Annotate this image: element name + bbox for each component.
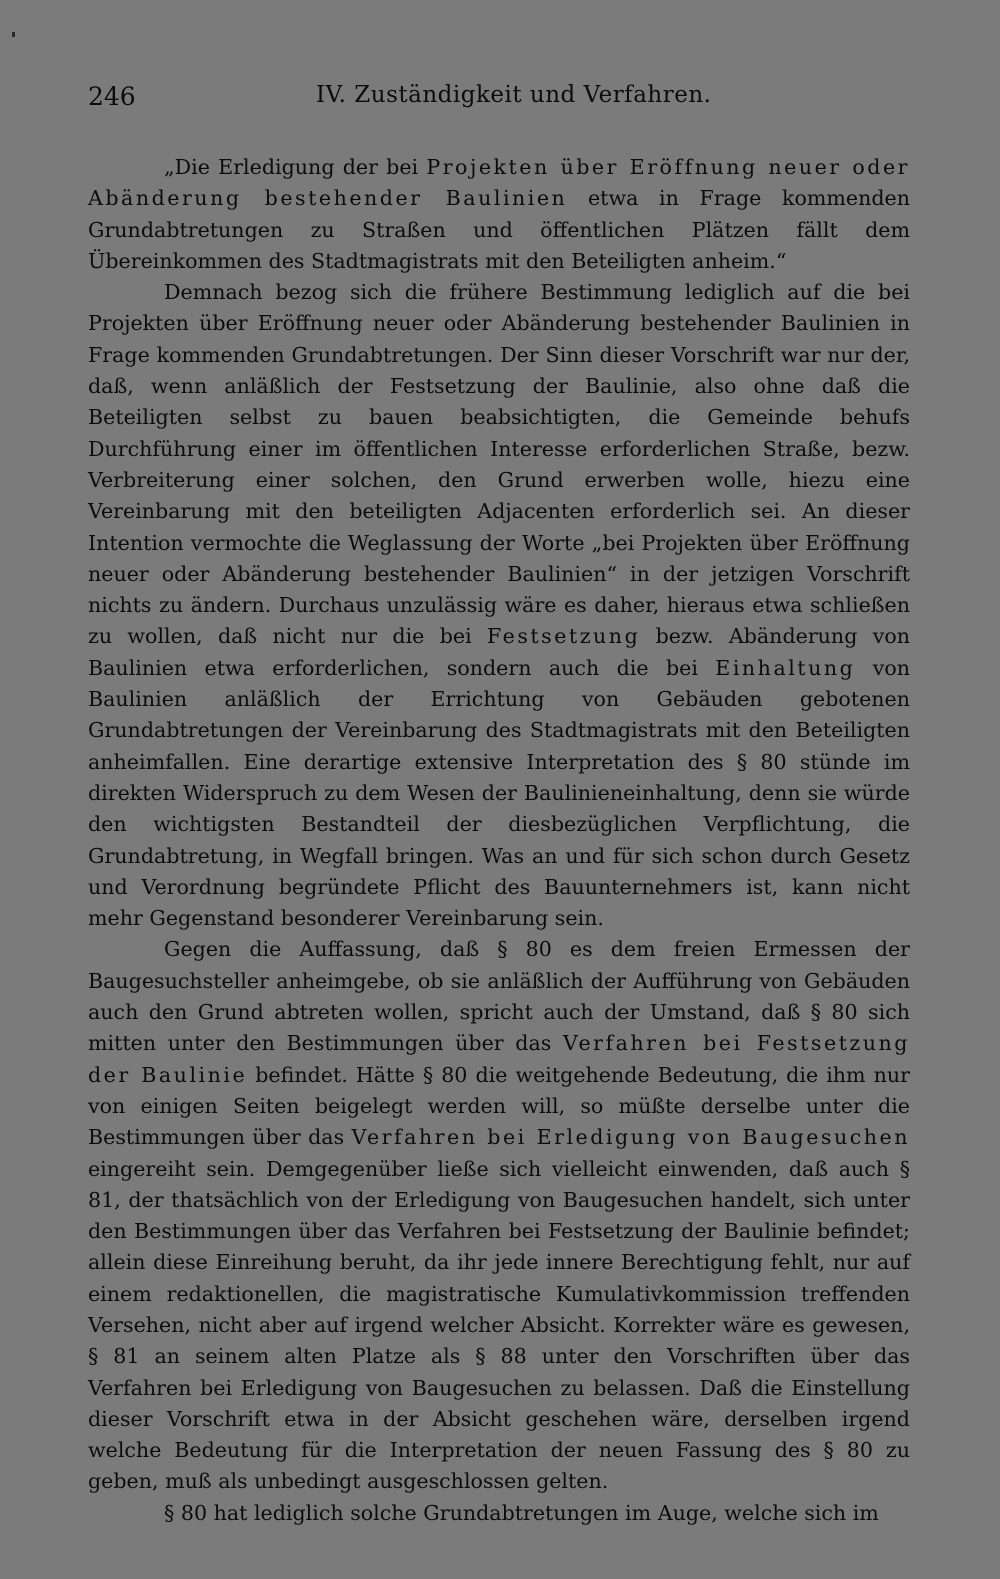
spaced-emphasis: Verfahren bei Erledigung von Baugesuchen [351, 1125, 910, 1150]
text-run: von Baulinien anläßlich der Errichtung von Gebäuden gebotenen Grundabtretungen der Vereinbarung des Stadtmagistrats mit den Beteiligten anheimfallen. Eine derartige extensive Interpretation des § 80 stünde im direkten Widerspruch zu dem Wesen der Baulinieneinhaltung, denn sie würde den wichtigsten Bestandteil der diesbezüglichen Verpflichtung, die Grundabtretung, in Wegfall bringen. Was an und für sich schon durch Gesetz und Verordnung begründete Pflicht des Bauunternehmers ist, kann nicht mehr Gegenstand besonderer Vereinbarung sein. [88, 655, 910, 931]
page-header [88, 82, 908, 122]
paragraph [88, 1498, 910, 1529]
running-head: IV. Zuständigkeit und Verfahren. [316, 82, 712, 108]
spaced-emphasis: Festsetzung [486, 624, 641, 649]
text-run: Demnach bezog sich die frühere Bestimmung lediglich auf die bei Projekten über Eröffnung neuer oder Abänderung bestehender Baulinien in Frage kommenden Grundabtretungen. Der Sinn dieser Vorschrift war nur der, daß, wenn anläßlich der Festsetzung der Baulinie, also ohne daß die Beteiligten selbst zu bauen beabsichtigten, die Gemeinde behufs Durchführung einer im öffentlichen Interesse erforderlichen Straße, bezw. Verbreiterung einer solchen, den Grund erwerben wolle, hiezu eine Vereinbarung mit den beteiligten Adjacenten erforderlich sei. An dieser Intention vermochte die Weglassung der Worte „bei Projekten über Eröffnung neuer oder Abänderung bestehender Baulinien“ in der jetzigen Vorschrift nichts zu ändern. Durchaus unzulässig wäre es daher, hieraus etwa schließen zu wollen, daß nicht nur die bei [88, 280, 910, 649]
spaced-emphasis: Einhaltung [715, 655, 856, 680]
text-run: Gegen die Auffassung, daß § 80 es dem freien Ermessen der Baugesuchsteller anheimgebe, ob sie anläßlich der Aufführung von Gebäuden auch den Grund abtreten wollen, spricht auch der Umstand, daß § 80 sich mitten unter den Bestimmungen über das [88, 937, 910, 1056]
spaced-emphasis: Projekten über Eröffnung neuer oder Abänderung bestehender Baulinien [88, 155, 910, 211]
spaced-emphasis: Verfahren bei Festsetzung der Baulinie [88, 1031, 910, 1087]
paragraph [88, 934, 910, 1497]
text-run: bezw. Abänderung von Baulinien etwa erforderlichen, sondern auch die bei [88, 624, 910, 680]
paragraph [88, 152, 910, 277]
page-number: 246 [88, 82, 136, 111]
body-text [88, 152, 910, 1529]
scan-speck [12, 32, 15, 37]
text-run: § 80 hat lediglich solche Grundabtretungen im Auge, welche sich im [164, 1500, 879, 1525]
text-run: „Die Erledigung der bei [164, 155, 427, 179]
text-run: eingereiht sein. Demgegenüber ließe sich vielleicht einwenden, daß auch § 81, der thatsächlich von der Erledigung von Baugesuchen handelt, sich unter den Bestimmungen über das Verfahren bei Festsetzung der Baulinie befindet; allein diese Einreihung beruht, da ihr jede innere Berechtigung fehlt, nur auf einem redaktionellen, die magistratische Kumulativkommission treffenden Versehen, nicht aber auf irgend welcher Absicht. Korrekter wäre es gewesen, § 81 an seinem alten Platze als § 88 unter den Vorschriften über das Verfahren bei Erledigung von Baugesuchen zu belassen. Daß die Einstellung dieser Vorschrift etwa in der Absicht geschehen wäre, derselben irgend welche Bedeutung für die Interpretation der neuen Fassung des § 80 zu geben, muß als unbedingt ausgeschlossen gelten. [88, 1156, 910, 1494]
text-run: etwa in Frage kommenden Grundabtretungen zu Straßen und öffentlichen Plätzen fällt dem Übereinkommen des Stadtmagistrats mit den Beteiligten anheim.“ [88, 186, 910, 273]
text-run: befindet. Hätte § 80 die weitgehende Bedeutung, die ihm nur von einigen Seiten beigelegt werden will, so müßte derselbe unter die Bestimmungen über das [88, 1062, 910, 1150]
paragraph [88, 277, 910, 934]
